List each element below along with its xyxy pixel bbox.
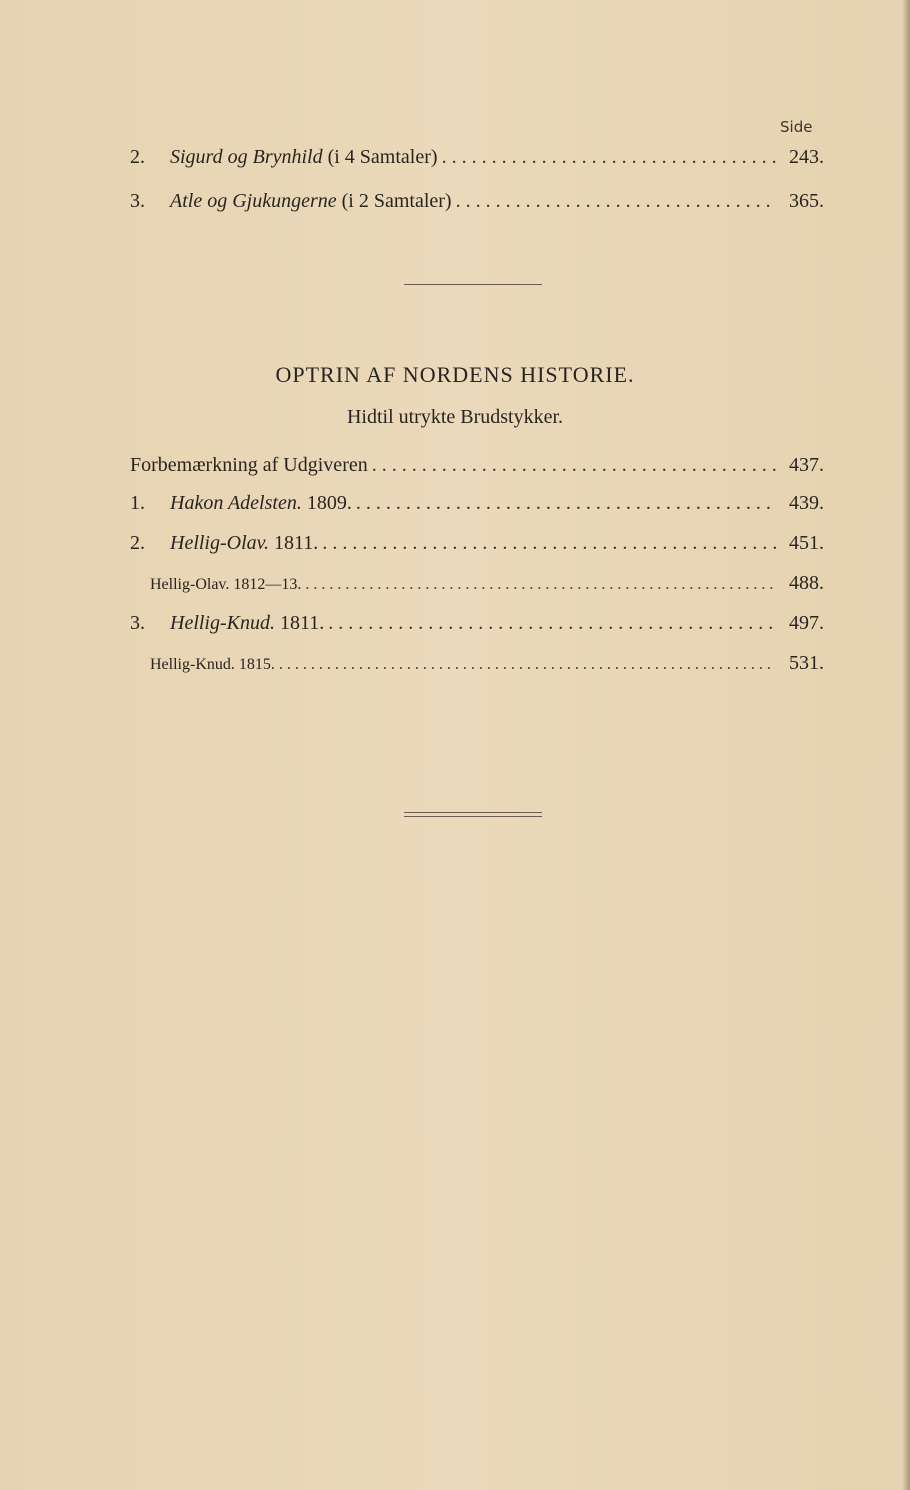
entry-detail: (i 4 Samtaler) xyxy=(327,146,438,168)
dot-leader xyxy=(356,492,776,515)
entry-detail: 1811. xyxy=(274,532,319,554)
entry-number: 1. xyxy=(130,492,145,514)
entry-detail: (i 2 Samtaler) xyxy=(341,190,452,212)
entry-detail: Hellig-Knud. 1815. xyxy=(150,656,275,673)
entry-page: 439. xyxy=(789,492,824,514)
entry-detail: 1809. xyxy=(306,492,352,514)
toc-entry xyxy=(130,492,824,515)
entry-page: 365. xyxy=(789,190,824,212)
entry-detail: 1811. xyxy=(280,612,325,634)
entry-page: 243. xyxy=(789,146,824,168)
entry-title: Hellig-Olav. xyxy=(170,532,270,554)
entry-number: 2. xyxy=(130,532,145,554)
entry-number: 3. xyxy=(130,190,145,212)
section-heading: OPTRIN AF NORDENS HISTORIE. xyxy=(275,362,635,387)
entry-title: Hellig-Knud. xyxy=(170,612,275,634)
toc-subentry xyxy=(150,652,824,675)
entry-page: 437. xyxy=(789,454,824,476)
dot-leader xyxy=(372,454,776,477)
toc-entry xyxy=(130,146,824,169)
end-rule-upper xyxy=(404,812,542,813)
entry-title: Hakon Adelsten. xyxy=(170,492,302,514)
dot-leader xyxy=(322,532,776,555)
section-subheading: Hidtil utrykte Brudstykker. xyxy=(346,406,564,428)
toc-entry xyxy=(130,190,824,213)
entry-page: 497. xyxy=(789,612,824,634)
entry-detail: Forbemærkning af Udgiveren xyxy=(130,454,368,476)
entry-title: Sigurd og Brynhild xyxy=(170,146,323,168)
section-divider xyxy=(404,284,542,285)
entry-page: 488. xyxy=(789,572,824,594)
entry-number: 2. xyxy=(130,146,145,168)
dot-leader xyxy=(279,656,776,674)
toc-subentry xyxy=(150,572,824,595)
toc-entry xyxy=(130,454,824,477)
entry-page: 451. xyxy=(789,532,824,554)
dot-leader xyxy=(305,576,776,594)
entry-title: Atle og Gjukungerne xyxy=(170,190,337,212)
entry-detail: Hellig-Olav. 1812—13. xyxy=(150,576,302,593)
toc-entry xyxy=(130,612,824,635)
toc-entry xyxy=(130,532,824,555)
dot-leader xyxy=(456,190,776,213)
entry-number: 3. xyxy=(130,612,145,634)
side-column-label: Side xyxy=(780,118,813,136)
entry-page: 531. xyxy=(789,652,824,674)
dot-leader xyxy=(442,146,776,169)
dot-leader xyxy=(328,612,776,635)
end-rule-lower xyxy=(404,816,542,817)
page-edge-shadow xyxy=(902,0,910,1490)
